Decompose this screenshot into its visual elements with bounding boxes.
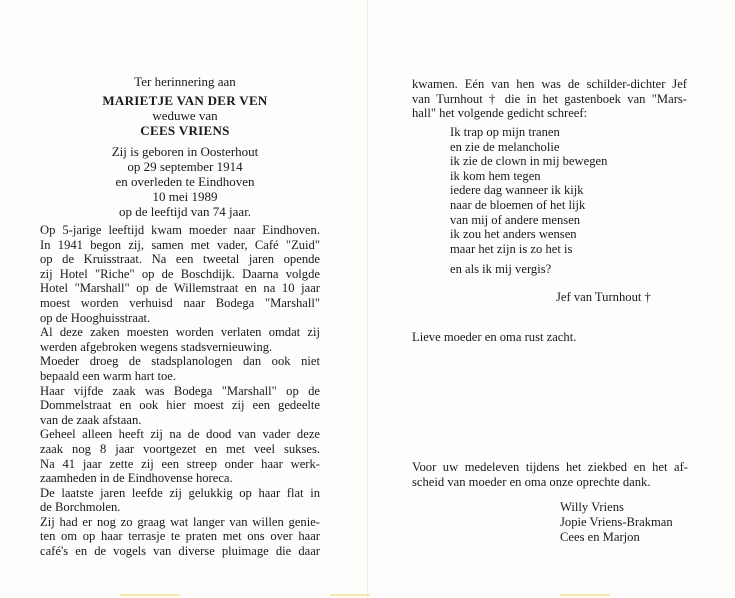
story-line: op de Hooghuisstraat. bbox=[40, 310, 151, 325]
intro-line: hall" het volgende gedicht schreef: bbox=[412, 106, 588, 121]
story-line: de Borchmolen. bbox=[40, 500, 121, 515]
story-line: bepaald een warm hart toe. bbox=[40, 368, 177, 383]
intro-line: kwamen. Eén van hen was de schilder-dichter Jef bbox=[412, 77, 687, 91]
poem-intro bbox=[412, 77, 687, 121]
born-line: Zij is geboren in Oosterhout bbox=[111, 144, 259, 159]
life-story bbox=[40, 223, 320, 559]
edge-stain bbox=[330, 594, 370, 596]
age-line: op de leeftijd van 74 jaar. bbox=[118, 204, 252, 219]
thanks-line: scheid van moeder en oma onze oprechte dank. bbox=[412, 474, 651, 489]
story-line: zij Hotel "Riche" op de Boschdijk. Daarna volgde bbox=[40, 266, 320, 281]
edge-stain bbox=[560, 594, 610, 596]
story-line: Haar vijfde zaak was Bodega "Marshall" op de bbox=[40, 383, 320, 398]
story-line: Geheel alleen heeft zij na de dood van vader deze bbox=[40, 427, 320, 442]
story-line: zaamheden in de Eindhovense horeca. bbox=[40, 471, 233, 486]
poem-line: maar het zijn is zo het is bbox=[450, 241, 573, 256]
story-line: Zij had er nog zo graag wat langer van willen genie- bbox=[40, 514, 320, 529]
story-line: Al deze zaken moesten worden verlaten omdat zij bbox=[40, 325, 320, 340]
right-page bbox=[368, 0, 735, 598]
story-line: Moeder droeg de stadsplanologen dan ook niet bbox=[40, 354, 320, 369]
poem-line: ik kom hem tegen bbox=[450, 168, 541, 183]
story-line: Dommelstraat en ook hier moest zij een gedeelte bbox=[40, 398, 320, 413]
poem-line: en zie de melancholie bbox=[450, 139, 560, 154]
signatory: Jopie Vriens-Brakman bbox=[560, 515, 673, 529]
died-line: en overleden te Eindhoven bbox=[115, 174, 255, 189]
signatory: Cees en Marjon bbox=[560, 530, 640, 544]
story-line: Op 5-jarige leeftijd kwam moeder naar Eindhoven. bbox=[40, 223, 320, 237]
story-line: zaak nog 8 jaar voortgezet en met veel sukses. bbox=[40, 441, 320, 456]
story-line: Hotel "Marshall" op de Willemstraat en na 10 jaar bbox=[40, 281, 320, 296]
story-line: moest worden verhuisd naar Bodega "Marshall" bbox=[40, 295, 320, 310]
poem-author: Jef van Turnhout † bbox=[556, 290, 651, 304]
spouse-name: CEES VRIENS bbox=[140, 123, 230, 138]
story-line: van de zaak afstaan. bbox=[40, 412, 142, 427]
story-line: café's en de vogels van diverse pluimage die daar bbox=[40, 544, 320, 559]
header bbox=[60, 74, 310, 219]
widow-of-line: weduwe van bbox=[152, 108, 218, 123]
thanks-note bbox=[412, 460, 688, 489]
intro-line: van Turnhout † die in het gastenboek van "Mars- bbox=[412, 91, 687, 106]
born-date: op 29 september 1914 bbox=[127, 159, 243, 174]
poem-line: van mij of andere mensen bbox=[450, 212, 581, 227]
story-line: werden afgebroken wegens stadsvernieuwing. bbox=[40, 339, 273, 354]
thanks-line: Voor uw medeleven tijdens het ziekbed en het af- bbox=[412, 460, 688, 474]
poem-line: Ik trap op mijn tranen bbox=[450, 125, 560, 139]
in-memory-line: Ter herinnering aan bbox=[134, 74, 236, 89]
poem bbox=[450, 125, 690, 277]
deceased-name: MARIETJE VAN DER VEN bbox=[102, 93, 268, 108]
poem-line: ik zie de clown in mij bewegen bbox=[450, 154, 608, 169]
rest-in-peace: Lieve moeder en oma rust zacht. bbox=[412, 330, 577, 344]
story-line: Na 41 jaar zette zij een streep onder haar werk- bbox=[40, 456, 320, 471]
left-page bbox=[0, 0, 367, 598]
edge-stain bbox=[120, 594, 180, 596]
poem-line: naar de bloemen of het lijk bbox=[450, 197, 586, 212]
story-line: op de Kruisstraat. Na een tweetal jaren opende bbox=[40, 252, 320, 267]
poem-line: en als ik mij vergis? bbox=[450, 262, 552, 277]
story-line: In 1941 begon zij, samen met vader, Café "Zuid" bbox=[40, 237, 320, 252]
signatory: Willy Vriens bbox=[560, 500, 624, 514]
poem-line: iedere dag wanneer ik kijk bbox=[450, 183, 584, 198]
story-line: De laatste jaren leefde zij gelukkig op haar flat in bbox=[40, 485, 320, 500]
poem-line: ik zou het anders wensen bbox=[450, 227, 577, 242]
signatories bbox=[560, 500, 673, 545]
died-date: 10 mei 1989 bbox=[152, 189, 218, 204]
story-line: ten om op haar terrasje te praten met ons over haar bbox=[40, 529, 320, 544]
